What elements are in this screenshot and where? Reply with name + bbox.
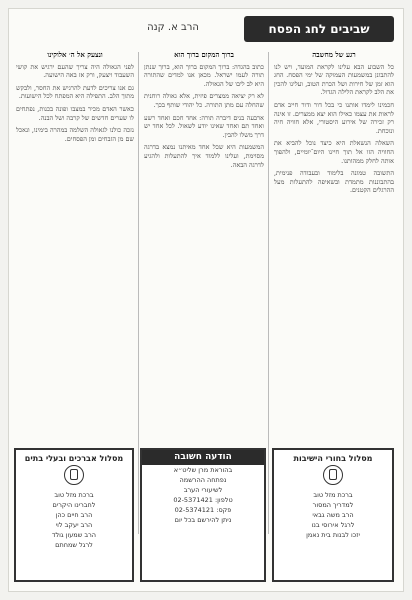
ad-line: פקס: 02-5374121 [174, 506, 232, 514]
paragraph: נזכה כולנו לגאולה השלמה במהרה בימינו, ונאכל שם מן הזבחים ומן הפסחים. [16, 126, 134, 143]
ad-line: הרב שמעון גולד [51, 531, 97, 539]
ad-box-right [272, 448, 394, 582]
paragraph: לא רק יציאה ממצרים פיזית, אלא גאולה רוחנית שהחלה עם מתן התורה. כל יהודי שותף בכך. [144, 92, 264, 109]
ad-line: נפתחה ההרשמה [179, 476, 227, 484]
ad-org-name: מסלול בחורי הישיבות [293, 454, 373, 463]
paragraph: כתוב בהגדה: ברוך המקום ברוך הוא, ברוך שנתן תורה לעמו ישראל. מכאן אנו למדים שהתורה היא לב ליבו של הגאולה. [144, 62, 264, 88]
ad-line: טלפון: 02-5371421 [173, 496, 233, 504]
paragraph: כל השבוע הבא עלינו לקראת המועד, ויש לנו להתבונן במשמעות העמוקה של ימי הפסח. החג הוא זמן של חירות ושל הכרת הטוב, ועלינו להכין את הלב לקראת הלילה הגדול. [274, 62, 394, 97]
ad-line: הרב משה גבאי [312, 511, 354, 519]
ad-line: הרב חיים כהן [55, 511, 93, 519]
ad-line: ניתן להירשם בכל יום [174, 516, 232, 524]
ad-line: ברכת מזל טוב [54, 491, 94, 499]
header-title: שביבים לחג הפסח [244, 16, 394, 42]
author-byline: הרב א. קנה [147, 22, 199, 33]
column-subhead: ונצעק אל ה׳ אלוקינו [47, 50, 103, 59]
paragraph: התשובה טמונה בלימוד ובעבודה פנימית, בהתבוננות מתמדת ובשאיפה להתעלות מעל ההרגלים הקטנים. [274, 169, 394, 195]
ad-line: לחברינו היקרים [52, 501, 96, 509]
paragraph: גם אנו צריכים לדעת להרגיש את החסר, ולבקש מתוך הלב. התפילה היא המפתח לכל הישועות. [16, 83, 134, 101]
emblem-icon [64, 465, 84, 485]
ad-title: הודעה חשובה [142, 450, 264, 465]
ad-line: הרב יעקב לוי [55, 521, 93, 529]
paragraph: המשמעות היא שכל אחד מאיתנו נמצא בדרגה מסוימת, ועלינו ללמוד איך להתעלות ולהגיע לדרגה הבאה. [144, 143, 264, 169]
ad-org-name: מסלול אברכים ובעלי בתים [24, 454, 124, 463]
ad-line: ברכת מזל טוב [313, 491, 353, 499]
paragraph: השאלה הנשאלת היא כיצד נוכל להביא את החוויה הזו אל תוך חיינו היום־יומיים, ולהפוך אותה לחלק ממהותנו. [274, 139, 394, 165]
ad-box-left [14, 448, 134, 582]
paragraph: ארבעה בנים דיברה תורה: אחד חכם ואחד רשע ואחד תם ואחד שאינו יודע לשאול. לכל אחד יש דרך משלו להבין. [144, 113, 264, 139]
ad-box-middle [140, 448, 266, 582]
ad-line: יזכו לבנות בית נאמן [306, 531, 360, 539]
ad-line: לרגל אירוסי בנו [311, 521, 355, 529]
paragraph: כאשר האדם מכיר במצבו ופונה בכנות, נפתחים לו שערים חדשים של קרבה ושל הבנה. [16, 104, 134, 122]
column-divider [138, 52, 139, 534]
column-subhead: ברוך המקום ברוך הוא [174, 50, 234, 59]
newsletter-page [8, 8, 404, 592]
ad-line: לרגל שמחתם [55, 541, 93, 549]
paragraph: חכמינו לימדו אותנו כי בכל דור ודור חייב אדם לראות את עצמו כאילו הוא יצא ממצרים. זו אינה רק זכירה של אירוע היסטורי, אלא חוויה חיה ונוכחת. [274, 100, 394, 135]
column-divider [268, 52, 269, 534]
emblem-icon [323, 465, 343, 485]
ad-line: למדריך המסור [312, 501, 354, 509]
paragraph: לפני הגאולה היה צריך שהעם ירגיש את קושי השעבוד ויצעק, ורק אז באה הישועה. [16, 62, 134, 80]
ad-line: לשיעורי הערב [183, 486, 223, 494]
column-subhead: רגע של מחשבה [312, 50, 356, 59]
ad-line: בהוראת מרן שליט״א [173, 466, 233, 474]
